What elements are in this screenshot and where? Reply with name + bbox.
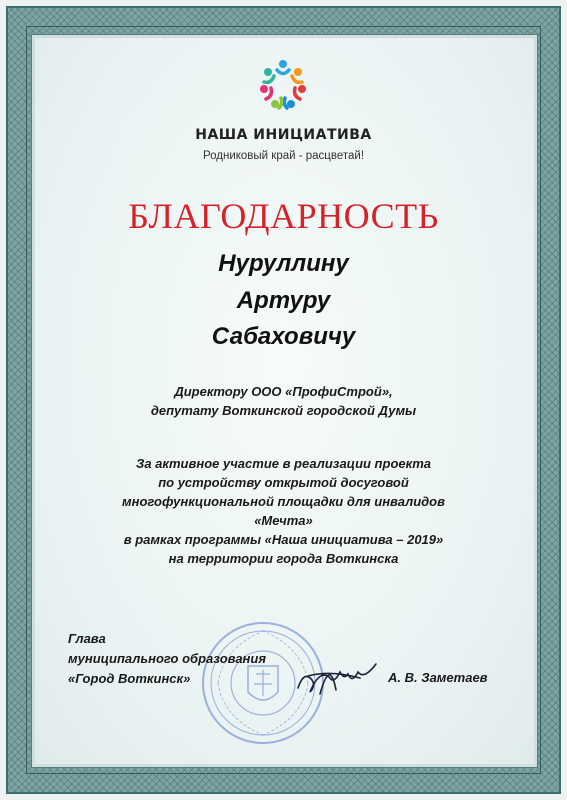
people-circle-logo-icon — [253, 55, 313, 115]
reason-line: За активное участие в реализации проекта — [135, 456, 431, 471]
reason-line: в рамках программы «Наша инициатива – 2019» — [123, 532, 444, 547]
certificate-title: БЛАГОДАРНОСТЬ — [128, 196, 439, 236]
reason-line: многофункциональной площадки для инвалидов — [122, 494, 445, 509]
signatory-line: «Город Воткинск» — [68, 671, 191, 686]
recipient-first-name: Артуру — [236, 287, 331, 314]
recipient-patronymic: Сабаховичу — [211, 323, 356, 350]
brand-name: НАША ИНИЦИАТИВА — [195, 127, 372, 143]
recipient-position — [0, 382, 567, 420]
signatory-line: Глава — [68, 631, 106, 646]
reason-line: «Мечта» — [254, 513, 313, 528]
handwritten-signature-icon — [290, 650, 380, 700]
reason-line: на территории города Воткинска — [168, 551, 399, 566]
signatory-title — [68, 629, 266, 689]
position-line: депутату Воткинской городской Думы — [150, 403, 417, 418]
brand-slogan: Родниковый край - расцветай! — [202, 150, 365, 162]
reason-line: по устройству открытой досуговой — [158, 475, 409, 490]
position-line: Директору ООО «ПрофиСтрой», — [174, 384, 393, 399]
recipient-surname: Нуруллину — [218, 250, 349, 277]
signatory-name: А. В. Заметаев — [388, 670, 488, 685]
award-reason — [0, 454, 567, 568]
signatory-line: муниципального образования — [68, 651, 266, 666]
